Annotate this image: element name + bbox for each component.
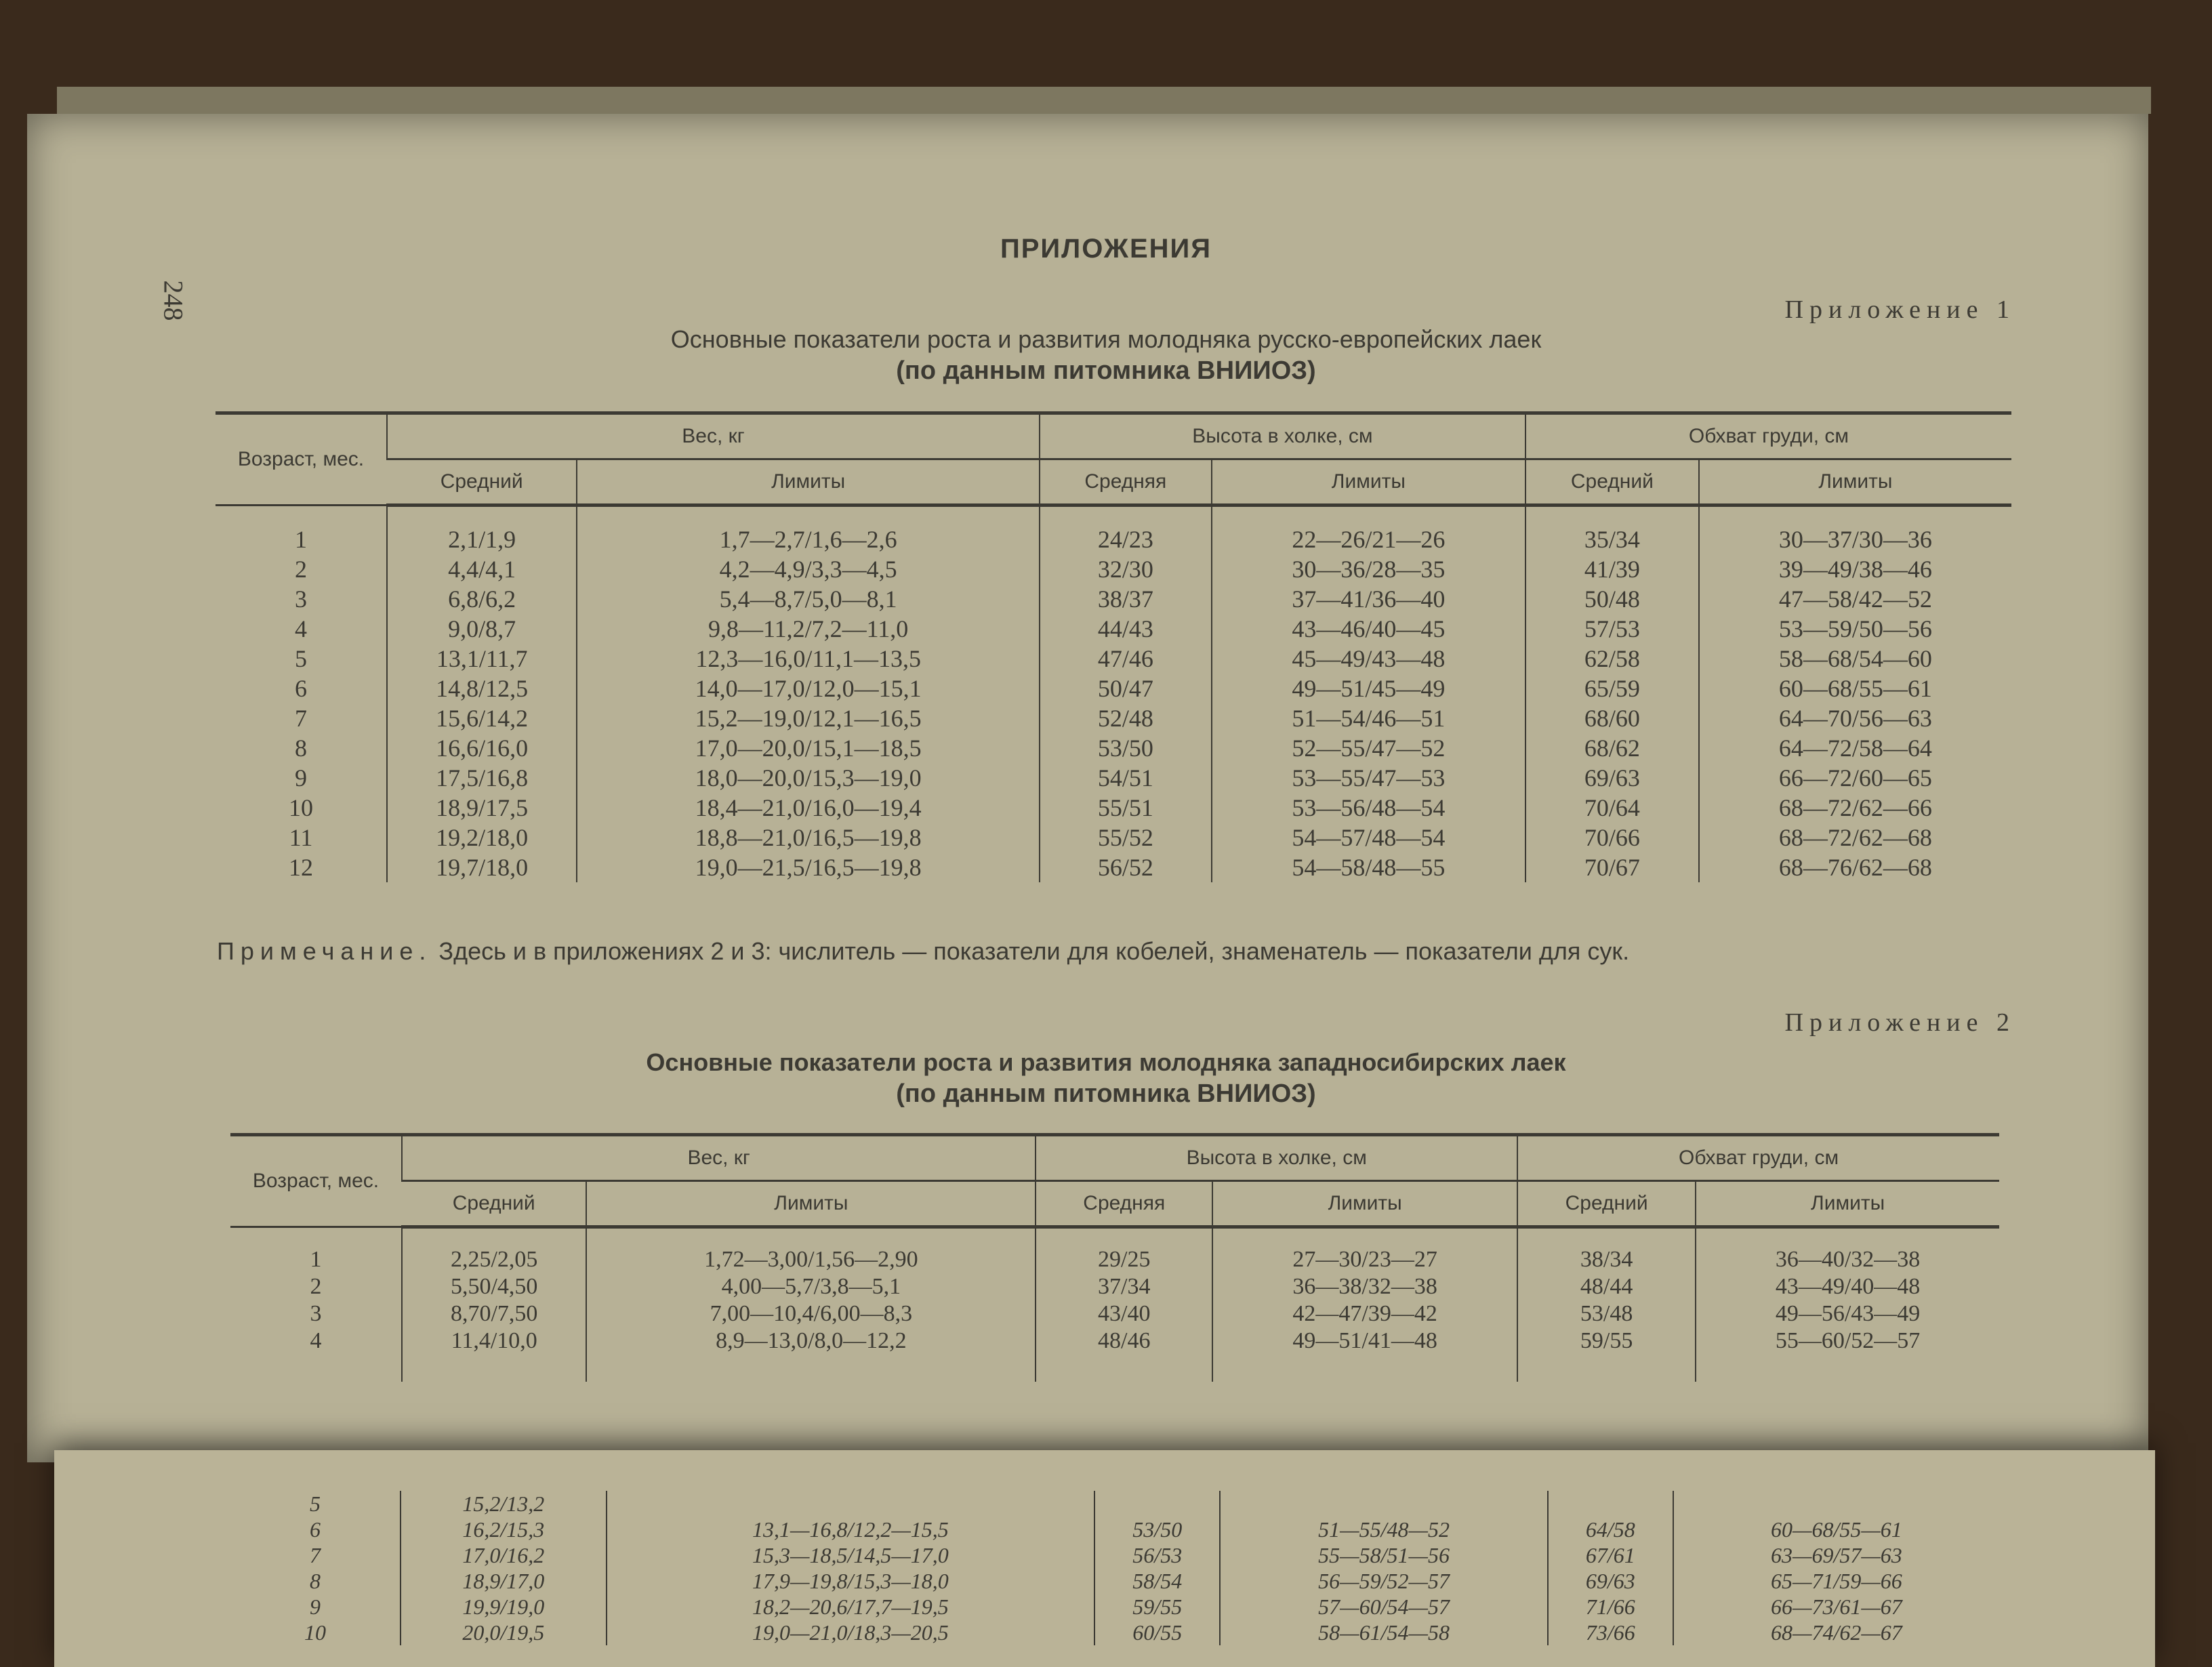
cell-age: 4 xyxy=(295,615,307,642)
cell-height-limits: 43—46/40—45 xyxy=(1212,614,1525,644)
cell-chest-limits: 53—59/50—56 xyxy=(1699,614,2011,644)
header-height-mean: Средняя xyxy=(1040,459,1212,506)
cell-chest-mean: 48/44 xyxy=(1517,1273,1696,1300)
table-row xyxy=(216,614,2011,644)
cell-weight-mean: 18,9/17,5 xyxy=(387,793,577,823)
cell-chest-limits: 39—49/38—46 xyxy=(1699,554,2011,584)
cell-height-mean: 29/25 xyxy=(1036,1227,1212,1274)
cell-chest-mean xyxy=(1548,1491,1673,1517)
cell-age: 3 xyxy=(295,585,307,613)
cell-height-mean: 32/30 xyxy=(1040,554,1212,584)
cell-age: 1 xyxy=(295,525,307,553)
cell-weight-limits: 18,8—21,0/16,5—19,8 xyxy=(577,823,1040,852)
cell-weight-mean: 19,7/18,0 xyxy=(387,852,577,882)
cell-height-limits xyxy=(1220,1491,1548,1517)
cell-age: 9 xyxy=(295,764,307,791)
appendix-1-title-line1: Основные показатели роста и развития молодняка русско-европейских лаек xyxy=(670,325,1542,353)
cell-height-limits: 22—26/21—26 xyxy=(1212,506,1525,555)
header-height: Высота в холке, см xyxy=(1040,413,1525,459)
note-text: Здесь и в приложениях 2 и 3: числитель — показатели для кобелей, знаменатель — показатели для сук. xyxy=(432,937,1630,965)
cell-height-mean: 47/46 xyxy=(1040,644,1212,674)
table-row xyxy=(230,1542,1999,1568)
cell-height-limits: 54—57/48—54 xyxy=(1212,823,1525,852)
table-row xyxy=(230,1328,1999,1382)
cell-age: 2 xyxy=(310,1274,322,1299)
cell-chest-mean: 62/58 xyxy=(1525,644,1699,674)
appendix-1-title-line2: (по данным питомника ВНИИОЗ) xyxy=(896,356,1316,385)
table-row xyxy=(230,1568,1999,1594)
header-age: Возраст, мес. xyxy=(230,1135,402,1227)
appendix-2-label: Приложение 2 xyxy=(1784,1008,2015,1037)
cell-chest-limits: 63—69/57—63 xyxy=(1673,1542,1999,1568)
header-weight-limits: Лимиты xyxy=(586,1181,1036,1227)
cell-chest-limits: 64—72/58—64 xyxy=(1699,733,2011,763)
header-weight: Вес, кг xyxy=(387,413,1040,459)
cell-chest-limits: 68—72/62—66 xyxy=(1699,793,2011,823)
cell-chest-mean: 53/48 xyxy=(1517,1300,1696,1328)
cell-age: 8 xyxy=(295,735,307,762)
cell-weight-mean: 14,8/12,5 xyxy=(387,674,577,703)
cell-weight-mean: 4,4/4,1 xyxy=(387,554,577,584)
header-weight-mean: Средний xyxy=(402,1181,586,1227)
cell-weight-mean: 6,8/6,2 xyxy=(387,584,577,614)
cell-height-limits: 42—47/39—42 xyxy=(1212,1300,1517,1328)
cell-chest-limits: 64—70/56—63 xyxy=(1699,703,2011,733)
cell-weight-mean: 19,9/19,0 xyxy=(401,1594,607,1620)
cell-age: 5 xyxy=(295,645,307,672)
cell-chest-mean: 65/59 xyxy=(1525,674,1699,703)
cell-chest-mean: 38/34 xyxy=(1517,1227,1696,1274)
cell-chest-mean: 68/60 xyxy=(1525,703,1699,733)
cell-height-mean: 44/43 xyxy=(1040,614,1212,644)
cell-weight-limits: 19,0—21,0/18,3—20,5 xyxy=(607,1620,1095,1645)
page-number: 248 xyxy=(158,280,189,321)
cell-weight-limits: 9,8—11,2/7,2—11,0 xyxy=(577,614,1040,644)
cell-chest-limits: 43—49/40—48 xyxy=(1696,1273,1999,1300)
cell-weight-limits: 1,72—3,00/1,56—2,90 xyxy=(586,1227,1036,1274)
cell-age: 2 xyxy=(295,556,307,583)
cell-weight-mean: 17,5/16,8 xyxy=(387,763,577,793)
cell-weight-mean: 18,9/17,0 xyxy=(401,1568,607,1594)
cell-chest-limits: 68—76/62—68 xyxy=(1699,852,2011,882)
table-row xyxy=(216,793,2011,823)
cell-chest-mean: 35/34 xyxy=(1525,506,1699,555)
cell-weight-mean: 2,25/2,05 xyxy=(402,1227,586,1274)
cell-chest-mean: 70/66 xyxy=(1525,823,1699,852)
cell-height-limits: 57—60/54—57 xyxy=(1220,1594,1548,1620)
cell-weight-mean: 16,2/15,3 xyxy=(401,1517,607,1542)
header-chest: Обхват груди, см xyxy=(1525,413,2011,459)
cell-height-limits: 55—58/51—56 xyxy=(1220,1542,1548,1568)
cell-chest-limits: 60—68/55—61 xyxy=(1673,1517,1999,1542)
cell-chest-mean: 59/55 xyxy=(1517,1328,1696,1382)
cell-weight-limits: 18,2—20,6/17,7—19,5 xyxy=(607,1594,1095,1620)
cell-weight-limits: 14,0—17,0/12,0—15,1 xyxy=(577,674,1040,703)
cell-chest-mean: 68/62 xyxy=(1525,733,1699,763)
cell-weight-limits: 4,2—4,9/3,3—4,5 xyxy=(577,554,1040,584)
note-label: Примечание. xyxy=(217,937,432,965)
header-height-limits: Лимиты xyxy=(1212,459,1525,506)
cell-age: 10 xyxy=(304,1620,326,1645)
cell-weight-limits: 15,2—19,0/12,1—16,5 xyxy=(577,703,1040,733)
appendix-2-table-continued xyxy=(230,1491,1999,1645)
cell-height-mean xyxy=(1094,1491,1220,1517)
header-height-limits: Лимиты xyxy=(1212,1181,1517,1227)
header-weight: Вес, кг xyxy=(402,1135,1036,1181)
book-edge xyxy=(57,87,2151,114)
cell-height-limits: 27—30/23—27 xyxy=(1212,1227,1517,1274)
cell-weight-mean: 17,0/16,2 xyxy=(401,1542,607,1568)
cell-height-limits: 54—58/48—55 xyxy=(1212,852,1525,882)
cell-height-mean: 52/48 xyxy=(1040,703,1212,733)
cell-weight-mean: 5,50/4,50 xyxy=(402,1273,586,1300)
cell-height-mean: 37/34 xyxy=(1036,1273,1212,1300)
table-row xyxy=(230,1227,1999,1274)
cell-chest-limits: 66—72/60—65 xyxy=(1699,763,2011,793)
table-row xyxy=(216,506,2011,555)
appendix-1-table xyxy=(216,411,2011,882)
appendix-2-table xyxy=(230,1133,1999,1382)
cell-weight-limits: 18,4—21,0/16,0—19,4 xyxy=(577,793,1040,823)
header-age: Возраст, мес. xyxy=(216,413,387,506)
cell-age: 8 xyxy=(310,1569,321,1593)
cell-weight-limits: 5,4—8,7/5,0—8,1 xyxy=(577,584,1040,614)
cell-age: 9 xyxy=(310,1594,321,1619)
cell-chest-mean: 70/64 xyxy=(1525,793,1699,823)
cell-chest-limits: 36—40/32—38 xyxy=(1696,1227,1999,1274)
cell-height-mean: 59/55 xyxy=(1094,1594,1220,1620)
cell-chest-limits: 68—74/62—67 xyxy=(1673,1620,1999,1645)
cell-height-limits: 37—41/36—40 xyxy=(1212,584,1525,614)
cell-weight-mean: 9,0/8,7 xyxy=(387,614,577,644)
cell-age: 4 xyxy=(310,1328,322,1353)
cell-chest-limits: 30—37/30—36 xyxy=(1699,506,2011,555)
cell-chest-mean: 67/61 xyxy=(1548,1542,1673,1568)
cell-height-limits: 36—38/32—38 xyxy=(1212,1273,1517,1300)
cell-height-limits: 52—55/47—52 xyxy=(1212,733,1525,763)
cell-height-mean: 55/51 xyxy=(1040,793,1212,823)
cell-weight-limits: 13,1—16,8/12,2—15,5 xyxy=(607,1517,1095,1542)
cell-height-mean: 38/37 xyxy=(1040,584,1212,614)
cell-age: 7 xyxy=(295,705,307,732)
cell-weight-limits: 17,9—19,8/15,3—18,0 xyxy=(607,1568,1095,1594)
appendix-1-label: Приложение 1 xyxy=(1784,295,2015,324)
cell-height-limits: 56—59/52—57 xyxy=(1220,1568,1548,1594)
cell-chest-mean: 64/58 xyxy=(1548,1517,1673,1542)
section-header: ПРИЛОЖЕНИЯ xyxy=(1000,234,1212,264)
cell-height-limits: 53—56/48—54 xyxy=(1212,793,1525,823)
cell-chest-mean: 50/48 xyxy=(1525,584,1699,614)
cell-age: 6 xyxy=(295,675,307,702)
header-chest: Обхват груди, см xyxy=(1517,1135,1999,1181)
cell-height-mean: 54/51 xyxy=(1040,763,1212,793)
cell-height-limits: 49—51/45—49 xyxy=(1212,674,1525,703)
cell-chest-limits xyxy=(1673,1491,1999,1517)
cell-age: 7 xyxy=(310,1543,321,1567)
cell-height-mean: 56/53 xyxy=(1094,1542,1220,1568)
table-row xyxy=(216,823,2011,852)
cell-weight-mean: 15,2/13,2 xyxy=(401,1491,607,1517)
table-row xyxy=(230,1300,1999,1328)
table-row xyxy=(216,554,2011,584)
cell-chest-mean: 70/67 xyxy=(1525,852,1699,882)
cell-height-mean: 50/47 xyxy=(1040,674,1212,703)
cell-weight-mean: 11,4/10,0 xyxy=(402,1328,586,1382)
cell-chest-limits: 55—60/52—57 xyxy=(1696,1328,1999,1382)
table-row xyxy=(216,763,2011,793)
appendix-2-title-line1: Основные показатели роста и развития молодняка западносибирских лаек xyxy=(646,1048,1566,1076)
cell-height-mean: 24/23 xyxy=(1040,506,1212,555)
cell-chest-mean: 69/63 xyxy=(1525,763,1699,793)
table-row xyxy=(216,733,2011,763)
appendix-1-title xyxy=(0,324,2212,386)
cell-weight-mean: 2,1/1,9 xyxy=(387,506,577,555)
cell-weight-limits: 8,9—13,0/8,0—12,2 xyxy=(586,1328,1036,1382)
table-row xyxy=(216,644,2011,674)
header-chest-mean: Средний xyxy=(1525,459,1699,506)
cell-weight-limits xyxy=(607,1491,1095,1517)
cell-height-limits: 30—36/28—35 xyxy=(1212,554,1525,584)
cell-weight-mean: 19,2/18,0 xyxy=(387,823,577,852)
header-height: Высота в холке, см xyxy=(1036,1135,1517,1181)
table-row xyxy=(230,1491,1999,1517)
header-weight-mean: Средний xyxy=(387,459,577,506)
cell-age: 12 xyxy=(289,854,313,881)
cell-weight-mean: 15,6/14,2 xyxy=(387,703,577,733)
table-row xyxy=(230,1517,1999,1542)
table-row xyxy=(230,1594,1999,1620)
cell-age: 1 xyxy=(310,1246,322,1272)
table-row xyxy=(230,1620,1999,1645)
cell-weight-limits: 12,3—16,0/11,1—13,5 xyxy=(577,644,1040,674)
cell-chest-limits: 47—58/42—52 xyxy=(1699,584,2011,614)
cell-height-mean: 48/46 xyxy=(1036,1328,1212,1382)
cell-height-mean: 43/40 xyxy=(1036,1300,1212,1328)
cell-weight-limits: 19,0—21,5/16,5—19,8 xyxy=(577,852,1040,882)
cell-age: 5 xyxy=(310,1491,321,1516)
cell-height-mean: 58/54 xyxy=(1094,1568,1220,1594)
table-row xyxy=(230,1273,1999,1300)
table-row xyxy=(216,584,2011,614)
cell-weight-mean: 20,0/19,5 xyxy=(401,1620,607,1645)
cell-height-mean: 56/52 xyxy=(1040,852,1212,882)
cell-height-mean: 53/50 xyxy=(1094,1517,1220,1542)
cell-weight-limits: 7,00—10,4/6,00—8,3 xyxy=(586,1300,1036,1328)
cell-chest-mean: 69/63 xyxy=(1548,1568,1673,1594)
cell-chest-mean: 71/66 xyxy=(1548,1594,1673,1620)
header-chest-limits: Лимиты xyxy=(1699,459,2011,506)
cell-chest-mean: 57/53 xyxy=(1525,614,1699,644)
cell-chest-mean: 41/39 xyxy=(1525,554,1699,584)
cell-height-limits: 51—54/46—51 xyxy=(1212,703,1525,733)
table-note xyxy=(217,937,1629,966)
cell-height-limits: 53—55/47—53 xyxy=(1212,763,1525,793)
cell-weight-mean: 8,70/7,50 xyxy=(402,1300,586,1328)
cell-weight-limits: 17,0—20,0/15,1—18,5 xyxy=(577,733,1040,763)
table-row xyxy=(216,852,2011,882)
cell-height-limits: 49—51/41—48 xyxy=(1212,1328,1517,1382)
table-row xyxy=(216,674,2011,703)
cell-age: 6 xyxy=(310,1517,321,1542)
cell-age: 11 xyxy=(289,824,313,851)
cell-chest-limits: 66—73/61—67 xyxy=(1673,1594,1999,1620)
cell-chest-mean: 73/66 xyxy=(1548,1620,1673,1645)
cell-chest-limits: 58—68/54—60 xyxy=(1699,644,2011,674)
cell-height-limits: 51—55/48—52 xyxy=(1220,1517,1548,1542)
header-height-mean: Средняя xyxy=(1036,1181,1212,1227)
header-weight-limits: Лимиты xyxy=(577,459,1040,506)
appendix-2-title-line2: (по данным питомника ВНИИОЗ) xyxy=(896,1079,1316,1108)
cell-weight-limits: 4,00—5,7/3,8—5,1 xyxy=(586,1273,1036,1300)
cell-weight-mean: 16,6/16,0 xyxy=(387,733,577,763)
cell-height-mean: 53/50 xyxy=(1040,733,1212,763)
header-chest-limits: Лимиты xyxy=(1696,1181,1999,1227)
cell-weight-limits: 1,7—2,7/1,6—2,6 xyxy=(577,506,1040,555)
cell-height-mean: 55/52 xyxy=(1040,823,1212,852)
header-chest-mean: Средний xyxy=(1517,1181,1696,1227)
cell-age: 3 xyxy=(310,1301,322,1326)
cell-weight-mean: 13,1/11,7 xyxy=(387,644,577,674)
cell-weight-limits: 15,3—18,5/14,5—17,0 xyxy=(607,1542,1095,1568)
cell-height-mean: 60/55 xyxy=(1094,1620,1220,1645)
cell-weight-limits: 18,0—20,0/15,3—19,0 xyxy=(577,763,1040,793)
cell-chest-limits: 65—71/59—66 xyxy=(1673,1568,1999,1594)
cell-height-limits: 45—49/43—48 xyxy=(1212,644,1525,674)
cell-age: 10 xyxy=(289,794,313,821)
cell-height-limits: 58—61/54—58 xyxy=(1220,1620,1548,1645)
appendix-2-title xyxy=(0,1047,2212,1109)
table-row xyxy=(216,703,2011,733)
cell-chest-limits: 60—68/55—61 xyxy=(1699,674,2011,703)
cell-chest-limits: 49—56/43—49 xyxy=(1696,1300,1999,1328)
cell-chest-limits: 68—72/62—68 xyxy=(1699,823,2011,852)
